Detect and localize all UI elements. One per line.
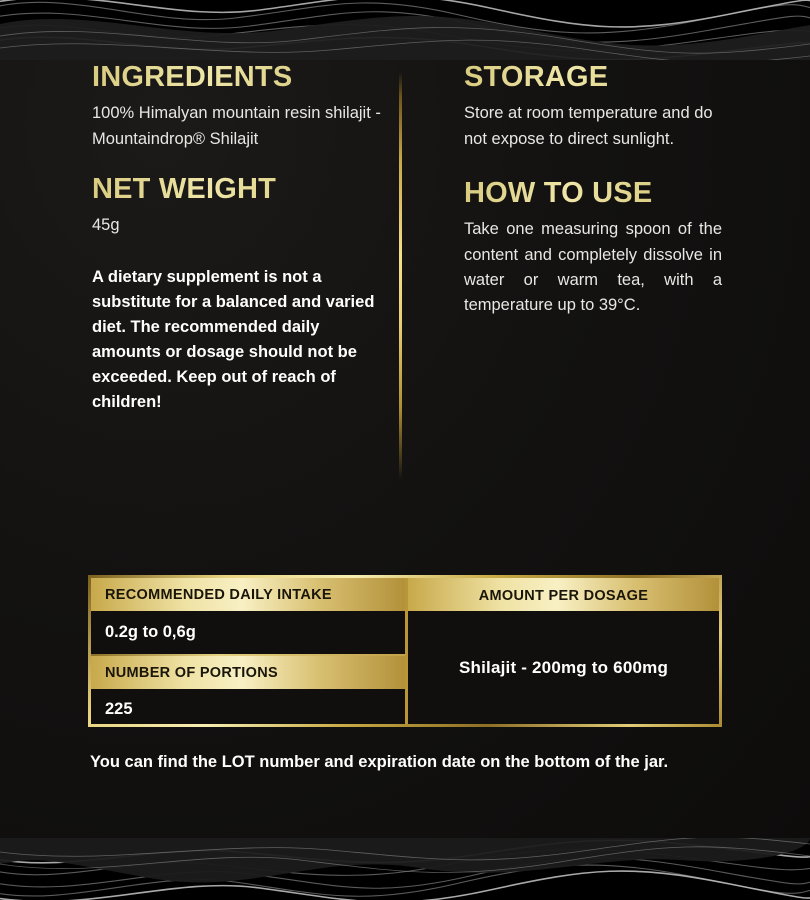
recommended-daily-intake-value: 0.2g to 0,6g xyxy=(105,623,196,641)
amount-per-dosage-value: Shilajit - 200mg to 600mg xyxy=(458,657,669,677)
storage-heading: STORAGE xyxy=(464,62,722,92)
number-of-portions-header: NUMBER OF PORTIONS xyxy=(91,656,405,689)
dosage-table xyxy=(88,575,722,727)
how-to-use-text: Take one measuring spoon of the content and completely dissolve in water or warm tea, with a temperature up to 39°C. xyxy=(464,220,722,315)
left-column xyxy=(92,62,382,415)
net-weight-heading: NET WEIGHT xyxy=(92,174,382,204)
dosage-table-right-column xyxy=(405,578,719,724)
spacer xyxy=(464,152,722,178)
net-weight-value: 45g xyxy=(92,216,120,235)
amount-per-dosage-value-wrap xyxy=(408,611,719,724)
spacer xyxy=(92,152,382,174)
vertical-gold-divider xyxy=(399,72,402,480)
ingredients-text: 100% Himalyan mountain resin shilajit - Mountaindrop® Shilajit xyxy=(92,104,381,148)
amount-per-dosage-header: AMOUNT PER DOSAGE xyxy=(408,578,719,611)
dietary-warning-text: A dietary supplement is not a substitute for a balanced and varied diet. The recommended daily amounts or dosage should not be exceeded. Keep out of reach of children! xyxy=(92,267,375,411)
ingredients-heading: INGREDIENTS xyxy=(92,62,382,92)
right-column xyxy=(464,62,722,318)
storage-text: Store at room temperature and do not expose to direct sunlight. xyxy=(464,104,713,148)
how-to-use-heading: HOW TO USE xyxy=(464,178,722,208)
number-of-portions-value: 225 xyxy=(105,699,133,718)
dosage-table-left-column xyxy=(91,578,405,724)
two-column-section xyxy=(92,62,722,472)
dosage-table-inner xyxy=(91,578,719,724)
spacer xyxy=(92,239,382,265)
lot-number-footnote: You can find the LOT number and expiration date on the bottom of the jar. xyxy=(90,753,669,771)
recommended-daily-intake-header: RECOMMENDED DAILY INTAKE xyxy=(91,578,405,611)
